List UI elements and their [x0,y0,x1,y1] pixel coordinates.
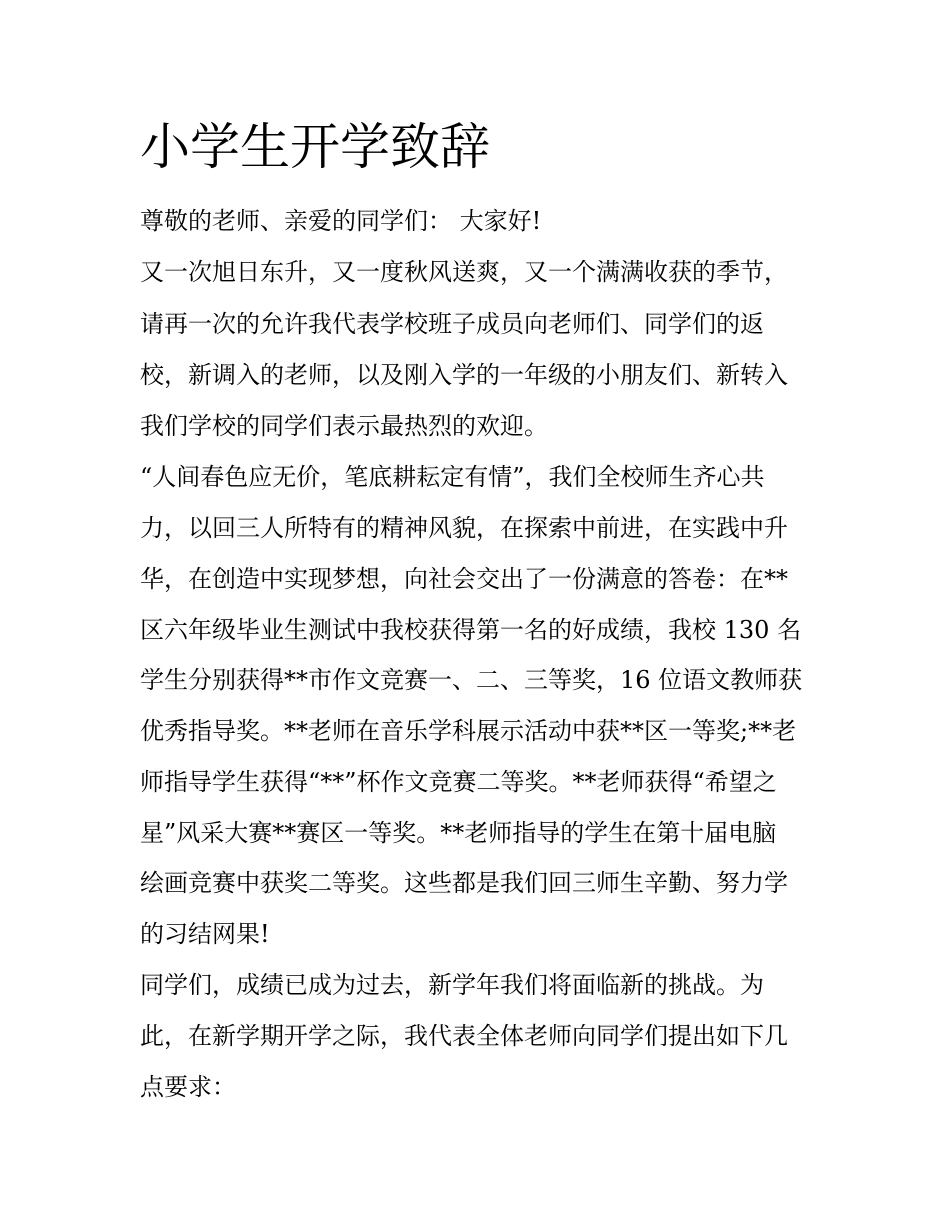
body-line-1: 尊敬的老师、亲爱的同学们： 大家好! [140,207,542,235]
body-line-8: 华，在创造中实现梦想，向社会交出了一份满意的答卷：在** [140,565,788,593]
body-line-10: 学生分别获得**市作文竞赛一、二、三等奖，16 位语文教师获 [140,666,803,694]
body-line-12: 师指导学生获得“**”杯作文竞赛二等奖。**老师获得“希望之 [140,768,777,796]
body-line-16: 同学们，成绩已成为过去，新学年我们将面临新的挑战。为 [140,971,764,999]
body-line-18: 点要求： [140,1073,236,1101]
body-line-13: 星”风采大赛**赛区一等奖。**老师指导的学生在第十届电脑 [140,819,777,847]
body-line-2: 又一次旭日东升，又一度秋风送爽，又一个满满收获的季节， [140,258,788,286]
body-line-15: 的习结网果! [140,920,270,948]
body-line-9: 区六年级毕业生测试中我校获得第一名的好成绩，我校 130 名 [140,616,802,644]
body-line-17: 此，在新学期开学之际，我代表全体老师向同学们提出如下几 [140,1022,788,1050]
document-title: 小学生开学致辞 [140,118,490,176]
body-line-3: 请再一次的允许我代表学校班子成员向老师们、同学们的返 [140,310,764,338]
body-line-4: 校，新调入的老师，以及刚入学的一年级的小朋友们、新转入 [140,361,788,389]
body-line-5: 我们学校的同学们表示最热烈的欢迎。 [140,412,548,440]
body-line-11: 优秀指导奖。**老师在音乐学科展示活动中获**区一等奖;**老 [140,717,797,745]
body-line-6: “人间春色应无价，笔底耕耘定有情”，我们全校师生齐心共 [140,463,765,491]
body-line-14: 绘画竞赛中获奖二等奖。这些都是我们回三师生辛勤、努力学 [140,869,788,897]
body-line-7: 力，以回三人所特有的精神风貌，在探索中前进，在实践中升 [140,514,788,542]
